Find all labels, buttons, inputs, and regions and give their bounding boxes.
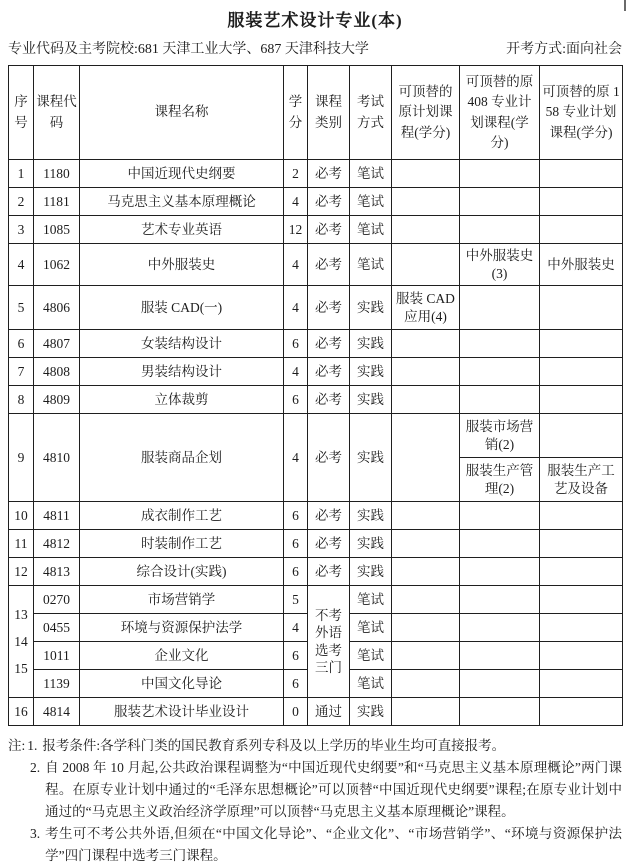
cell-course-name: 中国近现代史纲要 bbox=[80, 160, 284, 188]
cell-seq: 11 bbox=[9, 530, 34, 558]
cell-code: 4810 bbox=[34, 414, 80, 502]
cell-credit: 4 bbox=[284, 414, 308, 502]
cell-seq: 7 bbox=[9, 358, 34, 386]
table-row bbox=[9, 286, 623, 330]
header-replace-orig: 可顶替的原计划课程(学分) bbox=[392, 66, 460, 160]
cell-replace-408-empty bbox=[460, 330, 540, 358]
cell-replace-orig-empty bbox=[392, 558, 460, 586]
cell-method: 笔试 bbox=[350, 642, 392, 670]
cell-credit: 12 bbox=[284, 216, 308, 244]
note-text: 考生可不考公共外语,但须在“中国文化导论”、“企业文化”、“市场营销学”、“环境与资源保护法学”四门课程中选考三门课程。 bbox=[45, 826, 622, 863]
cell-category: 必考 bbox=[308, 414, 350, 502]
course-plan-table bbox=[8, 65, 623, 726]
header-course-name: 课程名称 bbox=[80, 66, 284, 160]
cell-replace-orig: 服装 CAD 应用(4) bbox=[392, 286, 460, 330]
table-row bbox=[9, 188, 623, 216]
elective-category-label: 不考外语选考三门 bbox=[315, 607, 342, 675]
cell-method: 实践 bbox=[350, 386, 392, 414]
cell-credit: 4 bbox=[284, 614, 308, 642]
cell-replace-orig-empty bbox=[392, 502, 460, 530]
cell-method: 笔试 bbox=[350, 244, 392, 286]
cell-replace-orig-empty bbox=[392, 614, 460, 642]
subtitle-row bbox=[8, 38, 622, 65]
cell-category: 必考 bbox=[308, 358, 350, 386]
header-category: 课程类别 bbox=[308, 66, 350, 160]
table-row bbox=[9, 160, 623, 188]
cell-credit: 4 bbox=[284, 358, 308, 386]
cell-credit: 4 bbox=[284, 188, 308, 216]
table-row bbox=[9, 558, 623, 586]
cell-replace-158-empty bbox=[540, 160, 623, 188]
cell-method: 实践 bbox=[350, 502, 392, 530]
cell-replace-158-empty bbox=[540, 286, 623, 330]
cell-replace-158-empty bbox=[540, 558, 623, 586]
table-row bbox=[9, 244, 623, 286]
cell-course-name: 综合设计(实践) bbox=[80, 558, 284, 586]
cell-code: 1180 bbox=[34, 160, 80, 188]
cell-method: 笔试 bbox=[350, 586, 392, 614]
cell-code: 4812 bbox=[34, 530, 80, 558]
seq-14: 14 bbox=[14, 634, 28, 649]
cell-seq: 6 bbox=[9, 330, 34, 358]
cell-replace-408-empty bbox=[460, 502, 540, 530]
exam-mode: 开考方式:面向社会 bbox=[506, 42, 622, 57]
cell-replace-408: 服装市场营销(2) bbox=[460, 414, 540, 458]
note-text: 报考条件:各学科门类的国民教育系列专科及以上学历的毕业生均可直接报考。 bbox=[42, 738, 506, 753]
cell-credit: 4 bbox=[284, 286, 308, 330]
cell-replace-158: 服装生产工艺及设备 bbox=[540, 458, 623, 502]
cell-credit: 2 bbox=[284, 160, 308, 188]
cell-method: 笔试 bbox=[350, 160, 392, 188]
cell-credit: 6 bbox=[284, 642, 308, 670]
cell-replace-orig-empty bbox=[392, 188, 460, 216]
cell-method: 实践 bbox=[350, 698, 392, 726]
cell-seq: 3 bbox=[9, 216, 34, 244]
note-number: 2. bbox=[30, 760, 41, 775]
cell-code: 4808 bbox=[34, 358, 80, 386]
cell-method: 实践 bbox=[350, 330, 392, 358]
note-number: 3. bbox=[30, 826, 41, 841]
cell-seq: 9 bbox=[9, 414, 34, 502]
cell-code: 0455 bbox=[34, 614, 80, 642]
cell-replace-orig-empty bbox=[392, 160, 460, 188]
cell-method: 实践 bbox=[350, 358, 392, 386]
cell-code: 1085 bbox=[34, 216, 80, 244]
cell-replace-408-empty bbox=[460, 558, 540, 586]
cell-category-group bbox=[308, 586, 350, 698]
cell-replace-orig-empty bbox=[392, 642, 460, 670]
cell-method: 笔试 bbox=[350, 216, 392, 244]
cell-replace-orig-empty bbox=[392, 586, 460, 614]
cell-method: 实践 bbox=[350, 558, 392, 586]
header-seq: 序号 bbox=[9, 66, 34, 160]
cell-replace-408-empty bbox=[460, 216, 540, 244]
cell-category: 必考 bbox=[308, 188, 350, 216]
cell-method: 笔试 bbox=[350, 670, 392, 698]
cell-seq: 2 bbox=[9, 188, 34, 216]
table-row bbox=[9, 358, 623, 386]
cell-replace-158-empty bbox=[540, 586, 623, 614]
cell-code: 4806 bbox=[34, 286, 80, 330]
cell-course-name: 服装商品企划 bbox=[80, 414, 284, 502]
note-item-2 bbox=[8, 757, 622, 823]
cell-code: 4809 bbox=[34, 386, 80, 414]
cell-replace-158-empty bbox=[540, 414, 623, 458]
cell-course-name: 成衣制作工艺 bbox=[80, 502, 284, 530]
cell-replace-408-empty bbox=[460, 358, 540, 386]
cell-replace-408-empty bbox=[460, 188, 540, 216]
scan-artifact-mark bbox=[624, 0, 626, 11]
table-row bbox=[9, 386, 623, 414]
cell-code: 1139 bbox=[34, 670, 80, 698]
cell-seq: 10 bbox=[9, 502, 34, 530]
cell-seq: 5 bbox=[9, 286, 34, 330]
cell-category: 通过 bbox=[308, 698, 350, 726]
cell-replace-158-empty bbox=[540, 330, 623, 358]
cell-method: 实践 bbox=[350, 530, 392, 558]
cell-course-name: 女装结构设计 bbox=[80, 330, 284, 358]
cell-course-name: 马克思主义基本原理概论 bbox=[80, 188, 284, 216]
seq-13: 13 bbox=[14, 607, 28, 622]
note-item-1 bbox=[8, 735, 622, 757]
table-row bbox=[9, 698, 623, 726]
header-replace-408: 可顶替的原 408 专业计划课程(学分) bbox=[460, 66, 540, 160]
cell-replace-408-empty bbox=[460, 586, 540, 614]
table-row bbox=[9, 414, 623, 458]
cell-replace-orig-empty bbox=[392, 698, 460, 726]
table-row bbox=[9, 330, 623, 358]
cell-replace-408-empty bbox=[460, 670, 540, 698]
cell-replace-408: 中外服装史(3) bbox=[460, 244, 540, 286]
notes-prefix: 注: bbox=[8, 738, 26, 753]
cell-category: 必考 bbox=[308, 244, 350, 286]
table-row bbox=[9, 530, 623, 558]
cell-replace-408-empty bbox=[460, 530, 540, 558]
cell-replace-408-empty bbox=[460, 642, 540, 670]
cell-category: 必考 bbox=[308, 530, 350, 558]
cell-replace-orig-empty bbox=[392, 386, 460, 414]
cell-course-name: 环境与资源保护法学 bbox=[80, 614, 284, 642]
cell-code: 4813 bbox=[34, 558, 80, 586]
cell-replace-orig-empty bbox=[392, 670, 460, 698]
table-header-row bbox=[9, 66, 623, 160]
cell-category: 必考 bbox=[308, 216, 350, 244]
cell-course-name: 企业文化 bbox=[80, 642, 284, 670]
cell-category: 必考 bbox=[308, 286, 350, 330]
cell-replace-orig-empty bbox=[392, 244, 460, 286]
cell-course-name: 男装结构设计 bbox=[80, 358, 284, 386]
cell-replace-158-empty bbox=[540, 188, 623, 216]
cell-replace-orig-empty bbox=[392, 530, 460, 558]
note-number: 1. bbox=[27, 738, 38, 753]
cell-code: 4814 bbox=[34, 698, 80, 726]
cell-code: 1181 bbox=[34, 188, 80, 216]
cell-category: 必考 bbox=[308, 330, 350, 358]
major-code-and-schools: 专业代码及主考院校:681 天津工业大学、687 天津科技大学 bbox=[8, 42, 369, 57]
header-credit: 学分 bbox=[284, 66, 308, 160]
cell-replace-158-empty bbox=[540, 670, 623, 698]
cell-credit: 6 bbox=[284, 386, 308, 414]
cell-replace-orig-empty bbox=[392, 216, 460, 244]
cell-code: 4811 bbox=[34, 502, 80, 530]
cell-code: 1062 bbox=[34, 244, 80, 286]
header-replace-158: 可顶替的原 158 专业计划课程(学分) bbox=[540, 66, 623, 160]
cell-replace-orig-empty bbox=[392, 358, 460, 386]
cell-replace-158-empty bbox=[540, 642, 623, 670]
cell-replace-158-empty bbox=[540, 216, 623, 244]
cell-seq-group bbox=[9, 586, 34, 698]
cell-replace-408-empty bbox=[460, 386, 540, 414]
cell-replace-158-empty bbox=[540, 530, 623, 558]
cell-credit: 6 bbox=[284, 502, 308, 530]
cell-replace-408: 服装生产管理(2) bbox=[460, 458, 540, 502]
cell-credit: 6 bbox=[284, 670, 308, 698]
cell-credit: 4 bbox=[284, 244, 308, 286]
cell-replace-158-empty bbox=[540, 502, 623, 530]
cell-credit: 6 bbox=[284, 530, 308, 558]
cell-credit: 0 bbox=[284, 698, 308, 726]
cell-replace-158-empty bbox=[540, 614, 623, 642]
cell-method: 实践 bbox=[350, 286, 392, 330]
cell-course-name: 立体裁剪 bbox=[80, 386, 284, 414]
cell-category: 必考 bbox=[308, 386, 350, 414]
note-text: 自 2008 年 10 月起,公共政治课程调整为“中国近现代史纲要”和“马克思主义基本原理概论”两门课程。在原专业计划中通过的“毛泽东思想概论”可以顶替“中国近现代史纲要”课程;在原专业计划中通过的“马克思主义政治经济学原理”可以顶替“马克思主义基本原理概论”课程。 bbox=[45, 760, 622, 819]
cell-replace-408-empty bbox=[460, 160, 540, 188]
table-row bbox=[9, 216, 623, 244]
cell-credit: 5 bbox=[284, 586, 308, 614]
cell-code: 1011 bbox=[34, 642, 80, 670]
cell-method: 实践 bbox=[350, 414, 392, 502]
cell-seq: 4 bbox=[9, 244, 34, 286]
cell-replace-408-empty bbox=[460, 698, 540, 726]
cell-credit: 6 bbox=[284, 558, 308, 586]
note-item-3 bbox=[8, 823, 622, 867]
table-row bbox=[9, 586, 623, 614]
cell-replace-158-empty bbox=[540, 386, 623, 414]
cell-seq: 8 bbox=[9, 386, 34, 414]
cell-replace-158: 中外服装史 bbox=[540, 244, 623, 286]
cell-course-name: 中国文化导论 bbox=[80, 670, 284, 698]
cell-course-name: 时装制作工艺 bbox=[80, 530, 284, 558]
cell-seq: 12 bbox=[9, 558, 34, 586]
cell-replace-orig-empty bbox=[392, 330, 460, 358]
cell-category: 必考 bbox=[308, 160, 350, 188]
cell-course-name: 艺术专业英语 bbox=[80, 216, 284, 244]
table-row bbox=[9, 502, 623, 530]
header-code: 课程代码 bbox=[34, 66, 80, 160]
cell-code: 4807 bbox=[34, 330, 80, 358]
cell-course-name: 中外服装史 bbox=[80, 244, 284, 286]
cell-category: 必考 bbox=[308, 502, 350, 530]
seq-15: 15 bbox=[14, 661, 28, 676]
cell-course-name: 服装艺术设计毕业设计 bbox=[80, 698, 284, 726]
cell-replace-158-empty bbox=[540, 358, 623, 386]
cell-method: 笔试 bbox=[350, 614, 392, 642]
cell-replace-408-empty bbox=[460, 614, 540, 642]
cell-replace-158-empty bbox=[540, 698, 623, 726]
cell-method: 笔试 bbox=[350, 188, 392, 216]
cell-seq: 16 bbox=[9, 698, 34, 726]
cell-course-name: 市场营销学 bbox=[80, 586, 284, 614]
cell-replace-orig-empty bbox=[392, 414, 460, 502]
cell-category: 必考 bbox=[308, 558, 350, 586]
header-method: 考试方式 bbox=[350, 66, 392, 160]
cell-code: 0270 bbox=[34, 586, 80, 614]
page-title: 服装艺术设计专业(本) bbox=[227, 11, 403, 30]
cell-course-name: 服装 CAD(一) bbox=[80, 286, 284, 330]
cell-seq: 1 bbox=[9, 160, 34, 188]
cell-credit: 6 bbox=[284, 330, 308, 358]
notes-section bbox=[8, 735, 622, 867]
cell-replace-408-empty bbox=[460, 286, 540, 330]
